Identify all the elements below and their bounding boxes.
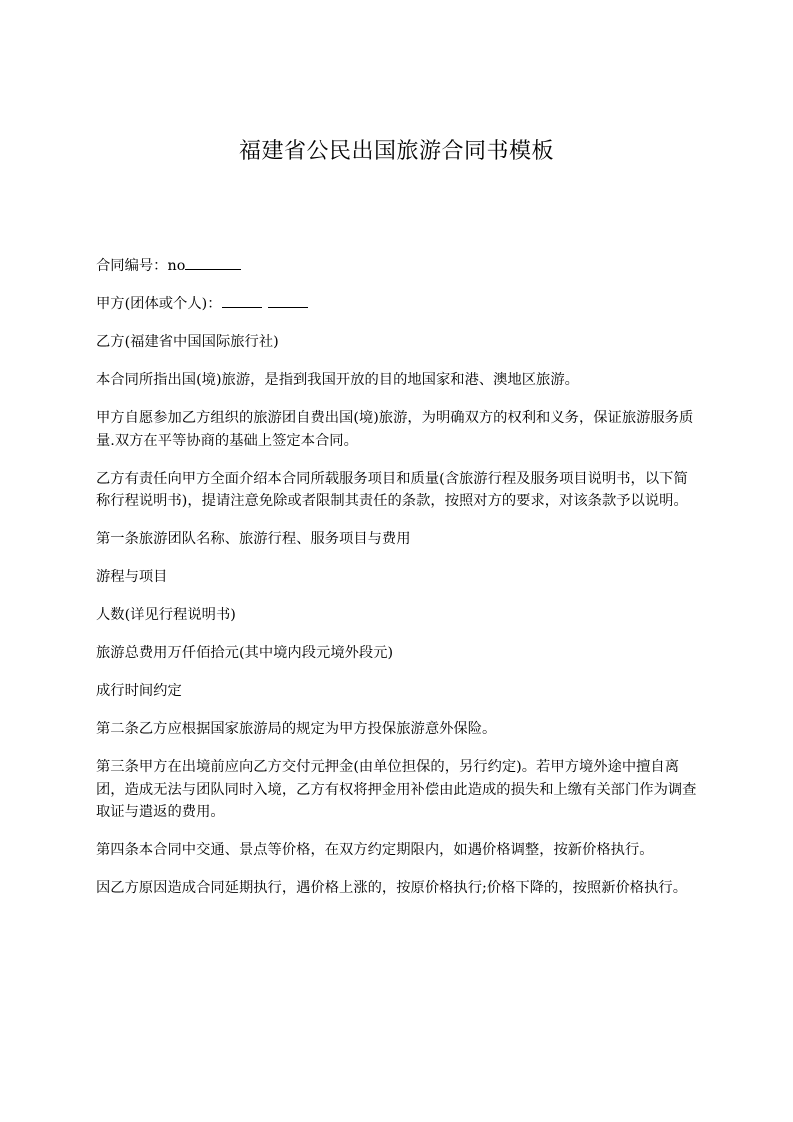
section-heading: 第三条甲方在出境前应向乙方交付元押金(由单位担保的，另行约定)。若甲方境外途中擅自离团，造成无法与团队同时入境，乙方有权将押金用补偿由此造成的损失和上缴有关部门作为调查取证与遣返的费用。 <box>96 759 697 820</box>
party-b-line: 乙方(福建省中国国际旅行社) <box>96 334 279 350</box>
contract-number-line <box>96 255 700 278</box>
paragraph: 乙方有责任向甲方全面介绍本合同所载服务项目和质量(含旅游行程及服务项目说明书，以下简称行程说明书)，提请注意免除或者限制其责任的条款，按照对方的要求，对该条款予以说明。 <box>96 470 688 509</box>
paragraph: 甲方自愿参加乙方组织的旅游团自费出国(境)旅游，为明确双方的权利和义务，保证旅游服务质量.双方在平等协商的基础上签定本合同。 <box>96 410 694 449</box>
paragraph: 游程与项目 <box>96 569 168 585</box>
party-a-label: 甲方(团体或个人)： <box>96 296 222 312</box>
party-a-blank-1 <box>222 294 262 308</box>
section-heading: 第二条乙方应根据国家旅游局的规定为甲方投保旅游意外保险。 <box>96 721 497 737</box>
document-title: 福建省公民出国旅游合同书模板 <box>238 139 554 164</box>
paragraph: 本合同所指出国(境)旅游，是指到我国开放的目的地国家和港、澳地区旅游。 <box>96 372 579 388</box>
section-heading: 第四条本合同中交通、景点等价格，在双方约定期限内，如遇价格调整，按新价格执行。 <box>96 842 654 858</box>
party-a-blank-2 <box>268 294 308 308</box>
party-a-line <box>96 293 700 316</box>
paragraph: 人数(详见行程说明书) <box>96 607 236 623</box>
contract-number-label: 合同编号：no <box>96 258 186 274</box>
contract-number-blank <box>185 256 241 270</box>
paragraph: 旅游总费用万仟佰拾元(其中境内段元境外段元) <box>96 645 394 661</box>
document-body <box>96 255 700 915</box>
paragraph: 成行时间约定 <box>96 683 182 699</box>
paragraph: 因乙方原因造成合同延期执行，遇价格上涨的，按原价格执行;价格下降的，按照新价格执行。 <box>96 880 687 896</box>
section-heading: 第一条旅游团队名称、旅游行程、服务项目与费用 <box>96 531 411 547</box>
